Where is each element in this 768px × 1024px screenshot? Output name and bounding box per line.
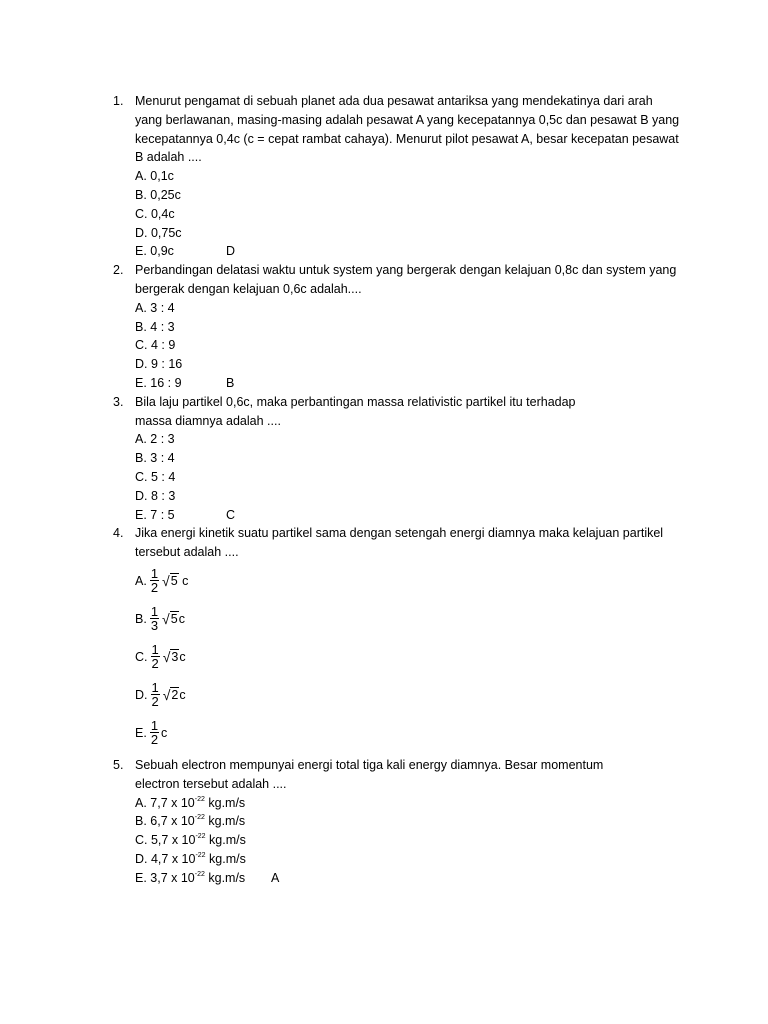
answer-key: B bbox=[226, 375, 235, 390]
square-root: √ 5 bbox=[162, 610, 178, 627]
option-c: C. 5,7 x $10^{-22}$ kg.m/s bbox=[135, 833, 246, 848]
option-b: B. 6,7 x $10^{-22}$ kg.m/s bbox=[135, 814, 246, 829]
option-c: C. 4 : 9 bbox=[135, 338, 176, 353]
question-text-line-2: massa diamnya adalah .... bbox=[135, 413, 281, 428]
question-4 bbox=[0, 524, 680, 562]
radical-sign: √ bbox=[162, 572, 170, 589]
option-d: D. $\frac{1}{2}$ √ 2 c bbox=[135, 680, 186, 710]
question-2 bbox=[0, 261, 680, 299]
option-b: B. $\frac{1}{3}$ √ 5 c bbox=[135, 604, 185, 634]
question-number: 2. bbox=[113, 263, 124, 278]
option-e: E. 7 : 5 C bbox=[0, 506, 768, 525]
option-a: A. 2 : 3 bbox=[135, 432, 175, 447]
option-a: A. 0,1c bbox=[135, 169, 174, 184]
radical-sign: √ bbox=[162, 610, 170, 627]
fraction: $\frac{1}{2}$ bbox=[150, 718, 159, 748]
option-b: B. 0,25c bbox=[135, 187, 181, 202]
option-e: E. 16 : 9 B bbox=[0, 374, 768, 393]
question-5 bbox=[0, 756, 680, 794]
answer-key: C bbox=[226, 507, 236, 522]
question-text-line-1: Bila laju partikel 0,6c, maka perbantingan massa relativistic partikel itu terhadap bbox=[135, 394, 576, 409]
question-text: Perbandingan delatasi waktu untuk system yang bergerak dengan kelajuan 0,8c dan system yang bergerak dengan kelajuan 0,6c adalah.... bbox=[135, 263, 677, 296]
fraction: $\frac{1}{3}$ bbox=[150, 604, 159, 634]
question-text: Menurut pengamat di sebuah planet ada dua pesawat antariksa yang mendekatinya dari arah yang berlawanan, masing-masing adalah pesawat A yang kecepatannya 0,5c dan pesawat B yang kecepatannya 0,4c (c = cepat rambat cahaya). Menurut pilot pesawat A, besar kecepatan pesawat B adalah .... bbox=[135, 94, 680, 165]
option-a: A. $\frac{1}{2}$ √ 5 c bbox=[135, 566, 189, 596]
question-number: 5. bbox=[113, 757, 124, 772]
radical-sign: √ bbox=[162, 686, 171, 703]
question-number: 1. bbox=[113, 94, 124, 108]
fraction: $\frac{1}{2}$ bbox=[151, 680, 159, 710]
square-root: √ 5 bbox=[162, 572, 178, 589]
question-number: 3. bbox=[113, 394, 124, 409]
option-e: E. $\frac{1}{2}$ c bbox=[135, 718, 168, 748]
option-d: D. 8 : 3 bbox=[135, 488, 176, 503]
option-d: D. 9 : 16 bbox=[135, 357, 183, 372]
question-1 bbox=[0, 92, 680, 167]
option-a: A. 7,7 x $10^{-22}$ kg.m/s bbox=[135, 795, 246, 810]
option-c: C. $\frac{1}{2}$ √ 3 c bbox=[135, 642, 186, 672]
question-3 bbox=[0, 393, 680, 431]
option-c: C. 0,4c bbox=[135, 206, 175, 221]
option-e: E. 0,9c D bbox=[0, 242, 768, 261]
question-number: 4. bbox=[113, 526, 124, 541]
fraction: $\frac{1}{2}$ bbox=[151, 642, 159, 672]
question-text: Jika energi kinetik suatu partikel sama dengan setengah energi diamnya maka kelajuan partikel tersebut adalah .... bbox=[135, 526, 664, 560]
question-text-line-1: Sebuah electron mempunyai energi total tiga kali energy diamnya. Besar momentum bbox=[135, 757, 604, 772]
option-e: E. 3,7 x $10^{-22}$ kg.m/s A bbox=[0, 869, 768, 888]
square-root: √ 3 bbox=[162, 648, 179, 665]
option-b: B. 3 : 4 bbox=[135, 451, 175, 466]
option-b: B. 4 : 3 bbox=[135, 319, 175, 334]
option-d: D. 0,75c bbox=[135, 225, 182, 240]
fraction: $\frac{1}{2}$ bbox=[150, 566, 159, 596]
option-c: C. 5 : 4 bbox=[135, 469, 176, 484]
answer-key: D bbox=[226, 244, 236, 259]
option-d: D. 4,7 x $10^{-22}$ kg.m/s bbox=[135, 851, 246, 866]
option-a: A. 3 : 4 bbox=[135, 300, 175, 315]
document-page bbox=[0, 92, 768, 888]
answer-key: A bbox=[271, 870, 280, 885]
radical-sign: √ bbox=[162, 648, 171, 665]
question-text-line-2: electron tersebut adalah .... bbox=[135, 776, 287, 791]
square-root: √ 2 bbox=[162, 686, 179, 703]
